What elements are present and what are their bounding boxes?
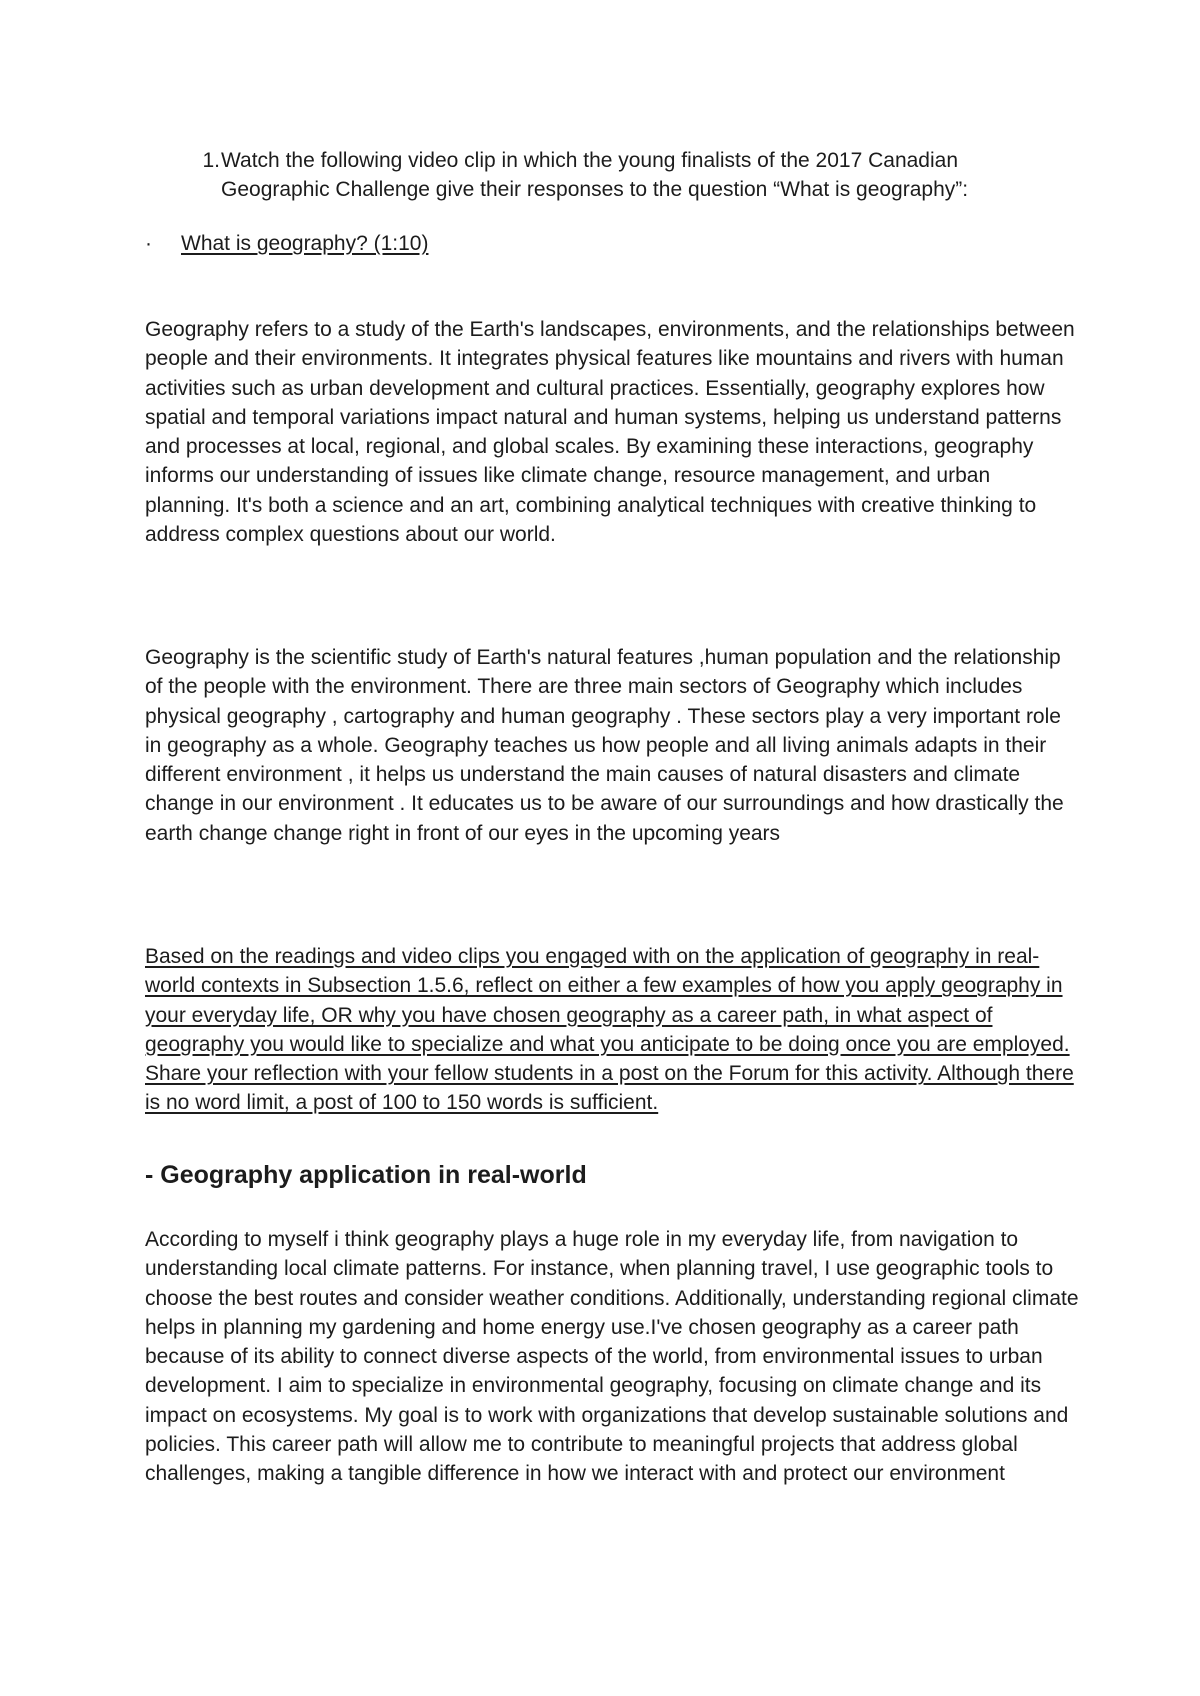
list-number: 1. [202, 149, 220, 172]
numbered-list-item [183, 146, 1063, 204]
paragraph-definition-1: Geography refers to a study of the Earth's landscapes, environments, and the relationships between people and their environments. It integrates physical features like mountains and rivers with human activities such as urban development and cultural practices. Essentially, geography explores how spatial and temporal variations impact natural and human systems, helping us understand patterns and processes at local, regional, and global scales. By examining these interactions, geography informs our understanding of issues like climate change, resource management, and urban planning. It's both a science and an art, combining analytical techniques with creative thinking to address complex questions about our world. [145, 318, 1075, 547]
bullet-dot-icon: · [145, 232, 152, 255]
video-link[interactable]: What is geography? (1:10) [181, 232, 429, 255]
activity-prompt: Based on the readings and video clips you engaged with on the application of geography in real-world contexts in Subsection 1.5.6, reflect on either a few examples of how you apply geography in your everyday life, OR why you have chosen geography as a career path, in what aspect of geography you would like to specialize and what you anticipate to be doing once you are employed. Share your reflection with your fellow students in a post on the Forum for this activity. Although there is no word limit, a post of 100 to 150 words is sufficient. [145, 945, 1074, 1115]
paragraph-definition-2: Geography is the scientific study of Earth's natural features ,human population and the relationship of the people with the environment. There are three main sectors of Geography which includes physical geography , cartography and human geography . These sectors play a very important role in geography as a whole. Geography teaches us how people and all living animals adapts in their different environment , it helps us understand the main causes of natural disasters and climate change in our environment . It educates us to be aware of our surroundings and how drastically the earth change change right in front of our eyes in the upcoming years [145, 646, 1064, 845]
list-item-text: Watch the following video clip in which the young finalists of the 2017 Canadian Geographic Challenge give their responses to the question “What is geography”: [221, 149, 969, 201]
paragraph-reflection: According to myself i think geography plays a huge role in my everyday life, from navigation to understanding local climate patterns. For instance, when planning travel, I use geographic tools to choose the best routes and consider weather conditions. Additionally, understanding regional climate helps in planning my gardening and home energy use.I've chosen geography as a career path because of its ability to connect diverse aspects of the world, from environmental issues to urban development. I aim to specialize in environmental geography, focusing on climate change and its impact on ecosystems. My goal is to work with organizations that develop sustainable solutions and policies. This career path will allow me to contribute to meaningful projects that address global challenges, making a tangible difference in how we interact with and protect our environment [145, 1228, 1079, 1486]
section-heading: - Geography application in real-world [145, 1161, 587, 1189]
